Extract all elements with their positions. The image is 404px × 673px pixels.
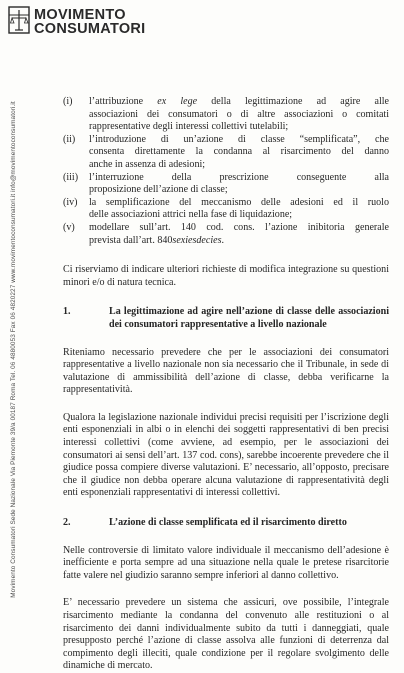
logo-line-2: CONSUMATORI — [34, 21, 146, 37]
list-line: associazioni dei consumatori o di altre associazioni o comitati — [89, 108, 389, 120]
list-line: l’introduzione di un’azione di classe “semplificata”, che — [89, 133, 389, 145]
requests-list — [63, 96, 389, 247]
list-item-number: (i) — [63, 96, 73, 107]
list-line: delle associazioni attrici nella fase di liquidazione; — [89, 209, 293, 221]
paragraph-intro: Ci riserviamo di indicare ulteriori richieste di modifica integrazione su questioni minori e/o di natura tecnica. — [63, 264, 389, 288]
section-heading-2 — [63, 517, 389, 530]
list-item — [63, 222, 389, 247]
logo-text — [34, 8, 146, 36]
list-line: la semplificazione del meccanismo delle adesioni ed il ruolo — [89, 196, 389, 208]
list-item-text — [89, 222, 389, 247]
list-line: l’attribuzione ex lege della legittimazione ad agire alle — [89, 96, 390, 107]
list-item-number: (v) — [63, 221, 75, 233]
paragraph: Nelle controversie di limitato valore individuale il meccanismo dell’adesione è inefficiente e porta sempre ad una situazione nella quale le pretese risarcitorie fatte valere nel giudizio saranno sempre inferiori al danno collettivo. — [63, 544, 389, 581]
sidebar-address-text: Movimento Consumatori Sede Nazionale Via Piemonte 39/a 00187 Roma Tel. 06 4880053 Fax 06 4820227 www.movimentoconsumatori.it info@movimentoconsumatori.it — [9, 100, 17, 598]
list-line: anche in assenza di adesioni; — [89, 158, 206, 170]
section-title: L’azione di classe semplificata ed il risarcimento diretto — [109, 517, 347, 529]
list-line: consenta direttamente la condanna al risarcimento del danno — [89, 146, 389, 158]
list-line: proposizione dell’azione di classe; — [89, 184, 228, 196]
list-item — [63, 172, 389, 197]
paragraph: Riteniamo necessario prevedere che per le associazioni dei consumatori rappresentative a livello nazionale non sia necessario che il Tribunale, in sede di valutazione di ammissibilità dell’azione di classe, debba verificarne la rappresentatività. — [63, 346, 389, 396]
list-item-text — [89, 134, 389, 172]
list-line: modellare sull’art. 140 cod. cons. l’azione inibitoria generale — [89, 221, 389, 233]
paragraph: Qualora la legislazione nazionale individui precisi requisiti per l’iscrizione degli enti esponenziali in albi o in elenchi dei soggetti rappresentativi di ben precisi interessi collettivi (come avviene, ad esempio, per le associazioni dei consumatori ai sensi dell’art. 137 cod. cons), sarebbe incoerente prevedere che il giudice possa compiere diverse valutazioni. E’ necessario, all’opposto, precisare che il giudice non debba operare alcuna valutazione di rappresentatività degli enti esponenziali rappresentativi di interessi collettivi. — [63, 411, 389, 499]
paragraph: E’ necessario prevedere un sistema che assicuri, ove possibile, l’integrale risarcimento mediante la condanna del convenuto alle restituzioni o al risarcimento dei danni individualmente subito da tutti i danneggiati, quale presupposto perché l’azione di classe assolva alle funzioni di deterrenza dal compimento degli illeciti, quale condizione per il regolare svolgimento delle dinamiche di mercato. — [63, 597, 389, 672]
list-item — [63, 134, 389, 172]
list-item-text — [89, 172, 389, 197]
list-item — [63, 197, 389, 222]
logo — [8, 6, 148, 46]
document-body — [63, 96, 389, 673]
list-line: l’interruzione della prescrizione conseguente alla — [89, 171, 389, 183]
list-item-text — [89, 197, 389, 222]
list-item — [63, 96, 389, 134]
list-item-number: (iii) — [63, 171, 79, 183]
list-line: prevista dall’art. 840sexiesdecies. — [89, 234, 225, 246]
list-item-number: (iv) — [63, 196, 78, 208]
list-line: rappresentative degli interessi collettivi tutelabili; — [89, 121, 289, 133]
logo-emblem-icon — [8, 6, 30, 34]
list-item-number: (ii) — [63, 133, 76, 145]
section-number: 1. — [63, 306, 71, 318]
section-number: 2. — [63, 517, 71, 529]
logo-line-1: MOVIMENTO — [34, 7, 126, 23]
section-title: La legittimazione ad agire nell’azione di classe delle associazioni dei consumatori rappresentative a livello nazionale — [109, 306, 389, 330]
list-item-text — [89, 96, 389, 134]
section-heading-1 — [63, 306, 389, 331]
sidebar-contact — [6, 60, 20, 638]
